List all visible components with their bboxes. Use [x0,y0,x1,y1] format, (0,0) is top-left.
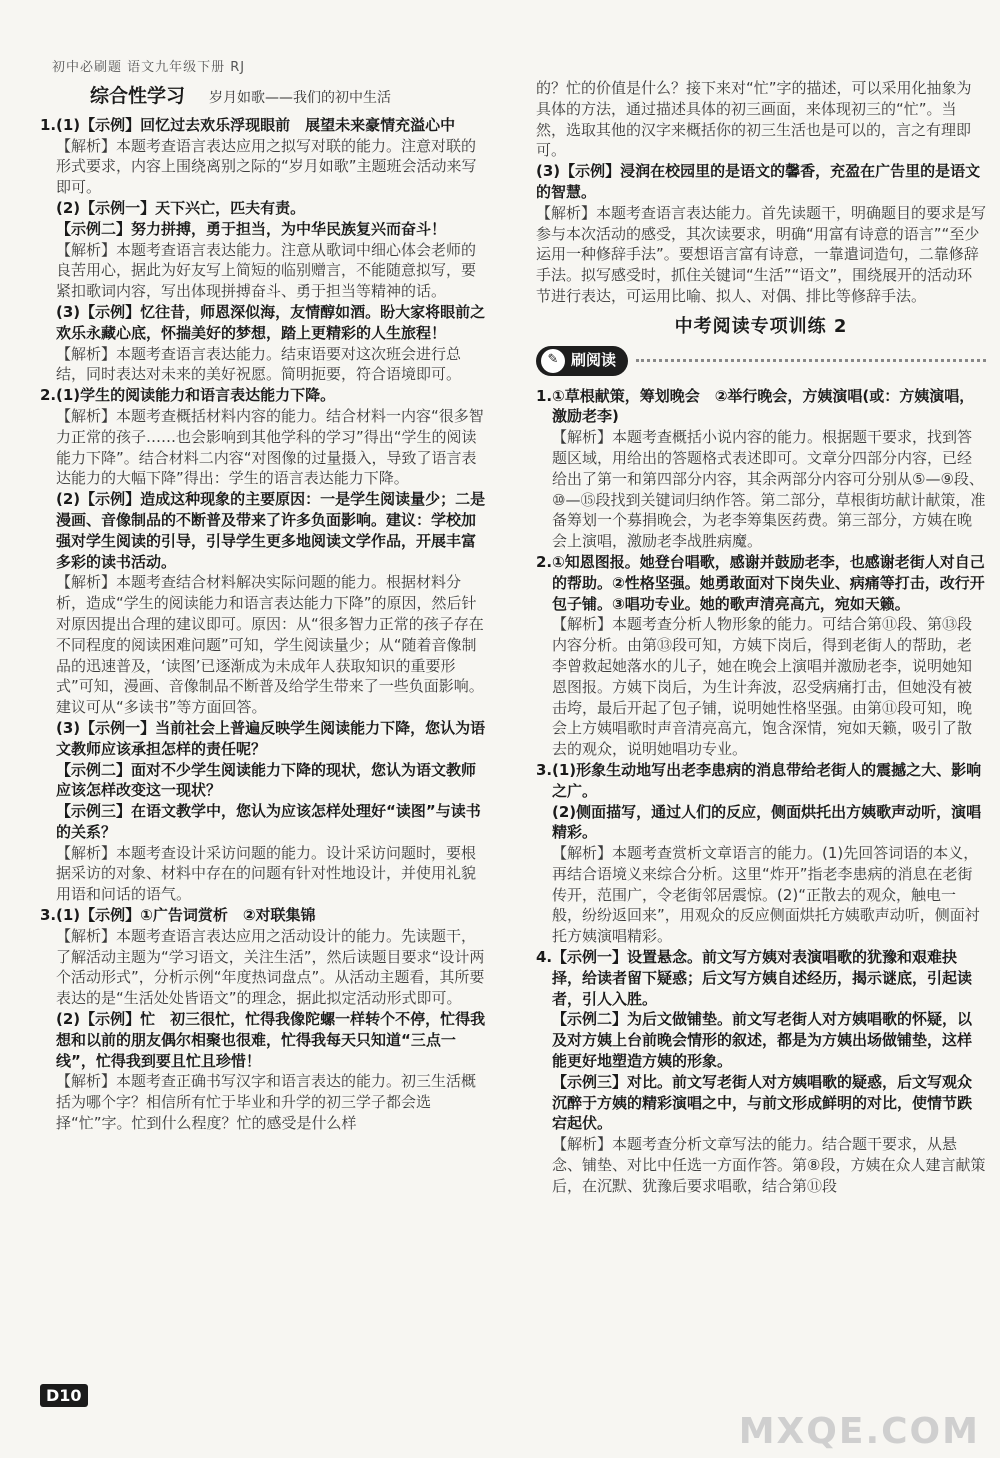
section-title [90,86,490,109]
answer-line: 【示例一】设置悬念。前文写方姨对表演唱歌的犹豫和艰难抉择，给读者留下疑惑；后文写方姨自述经历，揭示谜底，引起读者，引人入胜。 [552,948,973,1008]
answer-line: 【示例三】在语文教学中，您认为应该怎样处理好“读图”与读书的关系？ [56,802,481,841]
right-questions [536,386,986,1197]
answer-line: (1)【示例】①广告词赏析 ②对联集锦 [56,906,316,925]
explanation-line: 【解析】本题考查分析人物形象的能力。可结合第⑪段、第⑬段内容分析。由第⑬段可知，方姨下岗后，得到老街人的帮助，老李曾救起她落水的儿子，她在晚会上演唱并激励老李，说明她知恩图报。方姨下岗后，为生计奔波，忍受病痛打击，但她没有被击垮，最后开起了包子铺，说明她性格坚强。由第⑪段可知，晚会上方姨唱歌时声音清亮高亢，饱含深情，宛如天籁，吸引了散去的观众，说明她唱功专业。 [552,615,973,759]
question-item [40,385,490,905]
answer-line: (1)学生的阅读能力和语言表达能力下降。 [56,386,336,405]
explanation-line: 【解析】本题考查结合材料解决实际问题的能力。根据材料分析，造成“学生的阅读能力和语言表达能力下降”的原因，然后针对原因提出合理的建议即可。原因：从“很多智力正常的孩子存在不同程度的阅读困难问题”可知，学生阅读量少；从“随着音像制品的迅速普及，‘读图’已逐渐成为未成年人获取知识的重要形式”可知，漫画、音像制品不断普及给学生带来了一些负面影响。建议可从“多读书”等方面回答。 [56,573,484,717]
answer-line: ①知恩图报。她登台唱歌，感谢并鼓励老李，也感谢老街人对自己的帮助。②性格坚强。她勇敢面对下岗失业、病痛等打击，改行开包子铺。③唱功专业。她的歌声清亮高亢，宛如天籁。 [552,552,985,613]
answer-line: (2)【示例一】天下兴亡，匹夫有责。 [56,198,306,217]
reading-badge [536,346,628,376]
dotted-divider [636,359,986,362]
question-number: 2. [40,386,57,405]
left-questions [40,115,490,1134]
explanation-line: 【解析】本题考查语言表达能力。结束语要对这次班会进行总结，同时表达对未来的美好祝愿。简明扼要，符合语境即可。 [56,344,462,384]
page-number: D10 [40,1384,88,1407]
question-body [552,947,986,1197]
pencil-icon: ✎ [541,349,565,373]
question-number: 1. [40,115,57,134]
explanation-line: 【解析】本题考查设计采访问题的能力。设计采访问题时，要根据采访的对象、材料中存在的问题有针对性地设计，并使用礼貌用语和问话的语气。 [56,843,477,904]
answer-line: (2)【示例】造成这种现象的主要原因：一是学生阅读量少；二是漫画、音像制品的不断普及带来了许多负面影响。建议：学校加强对学生阅读的引导，引导学生更多地阅读文学作品，开展丰富多彩的读书活动。 [56,490,486,571]
running-header: 初中必刷题 语文九年级下册 RJ [52,60,246,75]
section-title-text: 综合性学习 [90,85,186,107]
explanation-line: 【解析】本题考查分析文章写法的能力。结合题干要求，从悬念、铺垫、对比中任选一方面作答。第⑧段，方姨在众人建言献策后，在沉默、犹豫后要求唱歌，结合第⑪段 [552,1135,986,1195]
answer-line: (3)【示例】浸润在校园里的是语文的馨香，充盈在广告里的是语文的智慧。 [536,162,981,201]
question-body [552,552,986,760]
answer-line: (3)【示例一】当前社会上普遍反映学生阅读能力下降，您认为语文教师应该承担怎样的责任呢？ [56,718,486,758]
explanation-line: 的？忙的价值是什么？接下来对“忙”字的描述，可以采用化抽象为具体的方法，通过描述具体的初三画面，来体现初三的“忙”。当然，选取其他的汉字来概括你的初三生活也是可以的，言之有理即可。 [536,79,972,160]
question-item [536,386,986,552]
question-number: 1. [536,386,553,405]
explanation-line: 【解析】本题考查语言表达应用之拟写对联的能力。注意对联的形式要求，内容上围绕离别之际的“岁月如歌”主题班会活动来写即可。 [56,136,477,197]
question-body [552,760,986,947]
watermark: MXQE.COM [738,1411,980,1452]
section-subtitle: 岁月如歌——我们的初中生活 [209,90,392,106]
badge-row [536,346,986,376]
right-continued-answer [536,78,986,307]
question-number: 4. [536,948,553,967]
explanation-line: 【解析】本题考查赏析文章语言的能力。(1)先回答词语的本义，再结合语境义来综合分析。这里“炸开”指老李患病的消息在老街传开，范围广，令老街邻居震惊。(2)“正散去的观众，触电一般，纷纷返回来”，用观众的反应侧面烘托方姨歌声动听，侧面衬托方姨演唱精彩。 [552,844,980,946]
question-number: 3. [40,906,57,925]
answer-line: 【示例二】为后文做铺垫。前文写老街人对方姨唱歌的怀疑，以及对方姨上台前晚会情形的叙述，都是为方姨出场做铺垫，这样能更好地塑造方姨的形象。 [552,1010,973,1071]
explanation-line: 【解析】本题考查语言表达应用之活动设计的能力。先读题干，了解活动主题为“学习语文，关注生活”，然后读题目要求“设计两个活动形式”，分析示例“年度热词盘点”。从活动主题看，其所要表达的是“生活处处皆语文”的理念，据此拟定活动形式即可。 [56,926,485,1008]
left-column [40,86,490,1134]
right-column [536,78,986,1197]
explanation-line: 【解析】本题考查语言表达能力。首先读题干，明确题目的要求是写参与本次活动的感受，其次读要求，明确“用富有诗意的语言”“至少运用一种修辞手法”。要想语言富有诗意，一靠遣词造句，二靠修辞手法。拟写感受时，抓住关键词“生活”“语文”，围绕展开的活动环节进行表达，可运用比喻、拟人、对偶、排比等修辞手法。 [536,203,987,305]
question-item [536,552,986,760]
question-number: 3. [536,760,553,779]
question-item [536,947,986,1197]
explanation-line: 【解析】本题考查正确书写汉字和语言表达的能力。初三生活概括为哪个字？相信所有忙于毕业和升学的初三学子都会选择“忙”字。忙到什么程度？忙的感受是什么样 [56,1072,477,1133]
answer-line: (2)侧面描写，通过人们的反应，侧面烘托出方姨歌声动听，演唱精彩。 [552,802,982,842]
question-body [56,115,490,385]
answer-line: (1)形象生动地写出老李患病的消息带给老街人的震撼之大、影响之广。 [552,760,982,800]
answer-line: 【示例二】努力拼搏，勇于担当，为中华民族复兴而奋斗！ [56,219,447,238]
question-body [56,385,490,905]
answer-line: (3)【示例】忆往昔，师恩深似海，友情醇如酒。盼大家将眼前之欢乐永藏心底，怀揣美好的梦想，踏上更精彩的人生旅程！ [56,302,486,342]
explanation-line: 【解析】本题考查概括材料内容的能力。结合材料一内容“很多智力正常的孩子……也会影响到其他学科的学习”得出“学生的阅读能力下降”。结合材料二内容“对图像的过量摄入，导致了语言表达能力的大幅下降”得出：学生的语言表达能力下降。 [56,406,484,488]
question-body [552,386,986,552]
question-item [40,905,490,1134]
explanation-line: 【解析】本题考查语言表达能力。注意从歌词中细心体会老师的良苦用心，据此为好友写上简短的临别赠言，不能随意拟写，要紧扣歌词内容，写出体现拼搏奋斗、勇于担当等精神的话。 [56,240,477,301]
reading-title: 中考阅读专项训练 2 [674,315,848,337]
answer-line: ①草根献策，筹划晚会 ②举行晚会，方姨演唱(或：方姨演唱，激励老李) [552,386,975,426]
question-item [40,115,490,385]
question-body [56,905,490,1134]
question-number: 2. [536,552,553,571]
answer-line: (2)【示例】忙 初三很忙，忙得我像陀螺一样转个不停，忙得我想和以前的朋友偶尔相聚也很难，忙得我每天只知道“三点一线”，忙得我到要且忙且珍惜！ [56,1010,486,1070]
badge-label: 刷阅读 [571,351,617,370]
answer-line: 【示例三】对比。前文写老街人对方姨唱歌的疑惑，后文写观众沉醉于方姨的精彩演唱之中，与前文形成鲜明的对比，使情节跌宕起伏。 [552,1072,973,1133]
answer-line: 【示例二】面对不少学生阅读能力下降的现状，您认为语文教师应该怎样改变这一现状？ [56,760,477,800]
explanation-line: 【解析】本题考查概括小说内容的能力。根据题干要求，找到答题区域，用给出的答题格式表述即可。文章分四部分内容，已经给出了第一和第四部分内容，其余两部分内容可分别从⑤—⑨段、⑩—⑮段找到关键词归纳作答。第二部分，草根街坊献计献策，准备筹划一个募捐晚会，为老李筹集医药费。第三部分，方姨在晚会上演唱，激励老李战胜病魔。 [552,428,986,551]
answer-line: (1)【示例】回忆过去欢乐浮现眼前 展望未来豪情充溢心中 [56,115,456,134]
question-item [536,760,986,947]
